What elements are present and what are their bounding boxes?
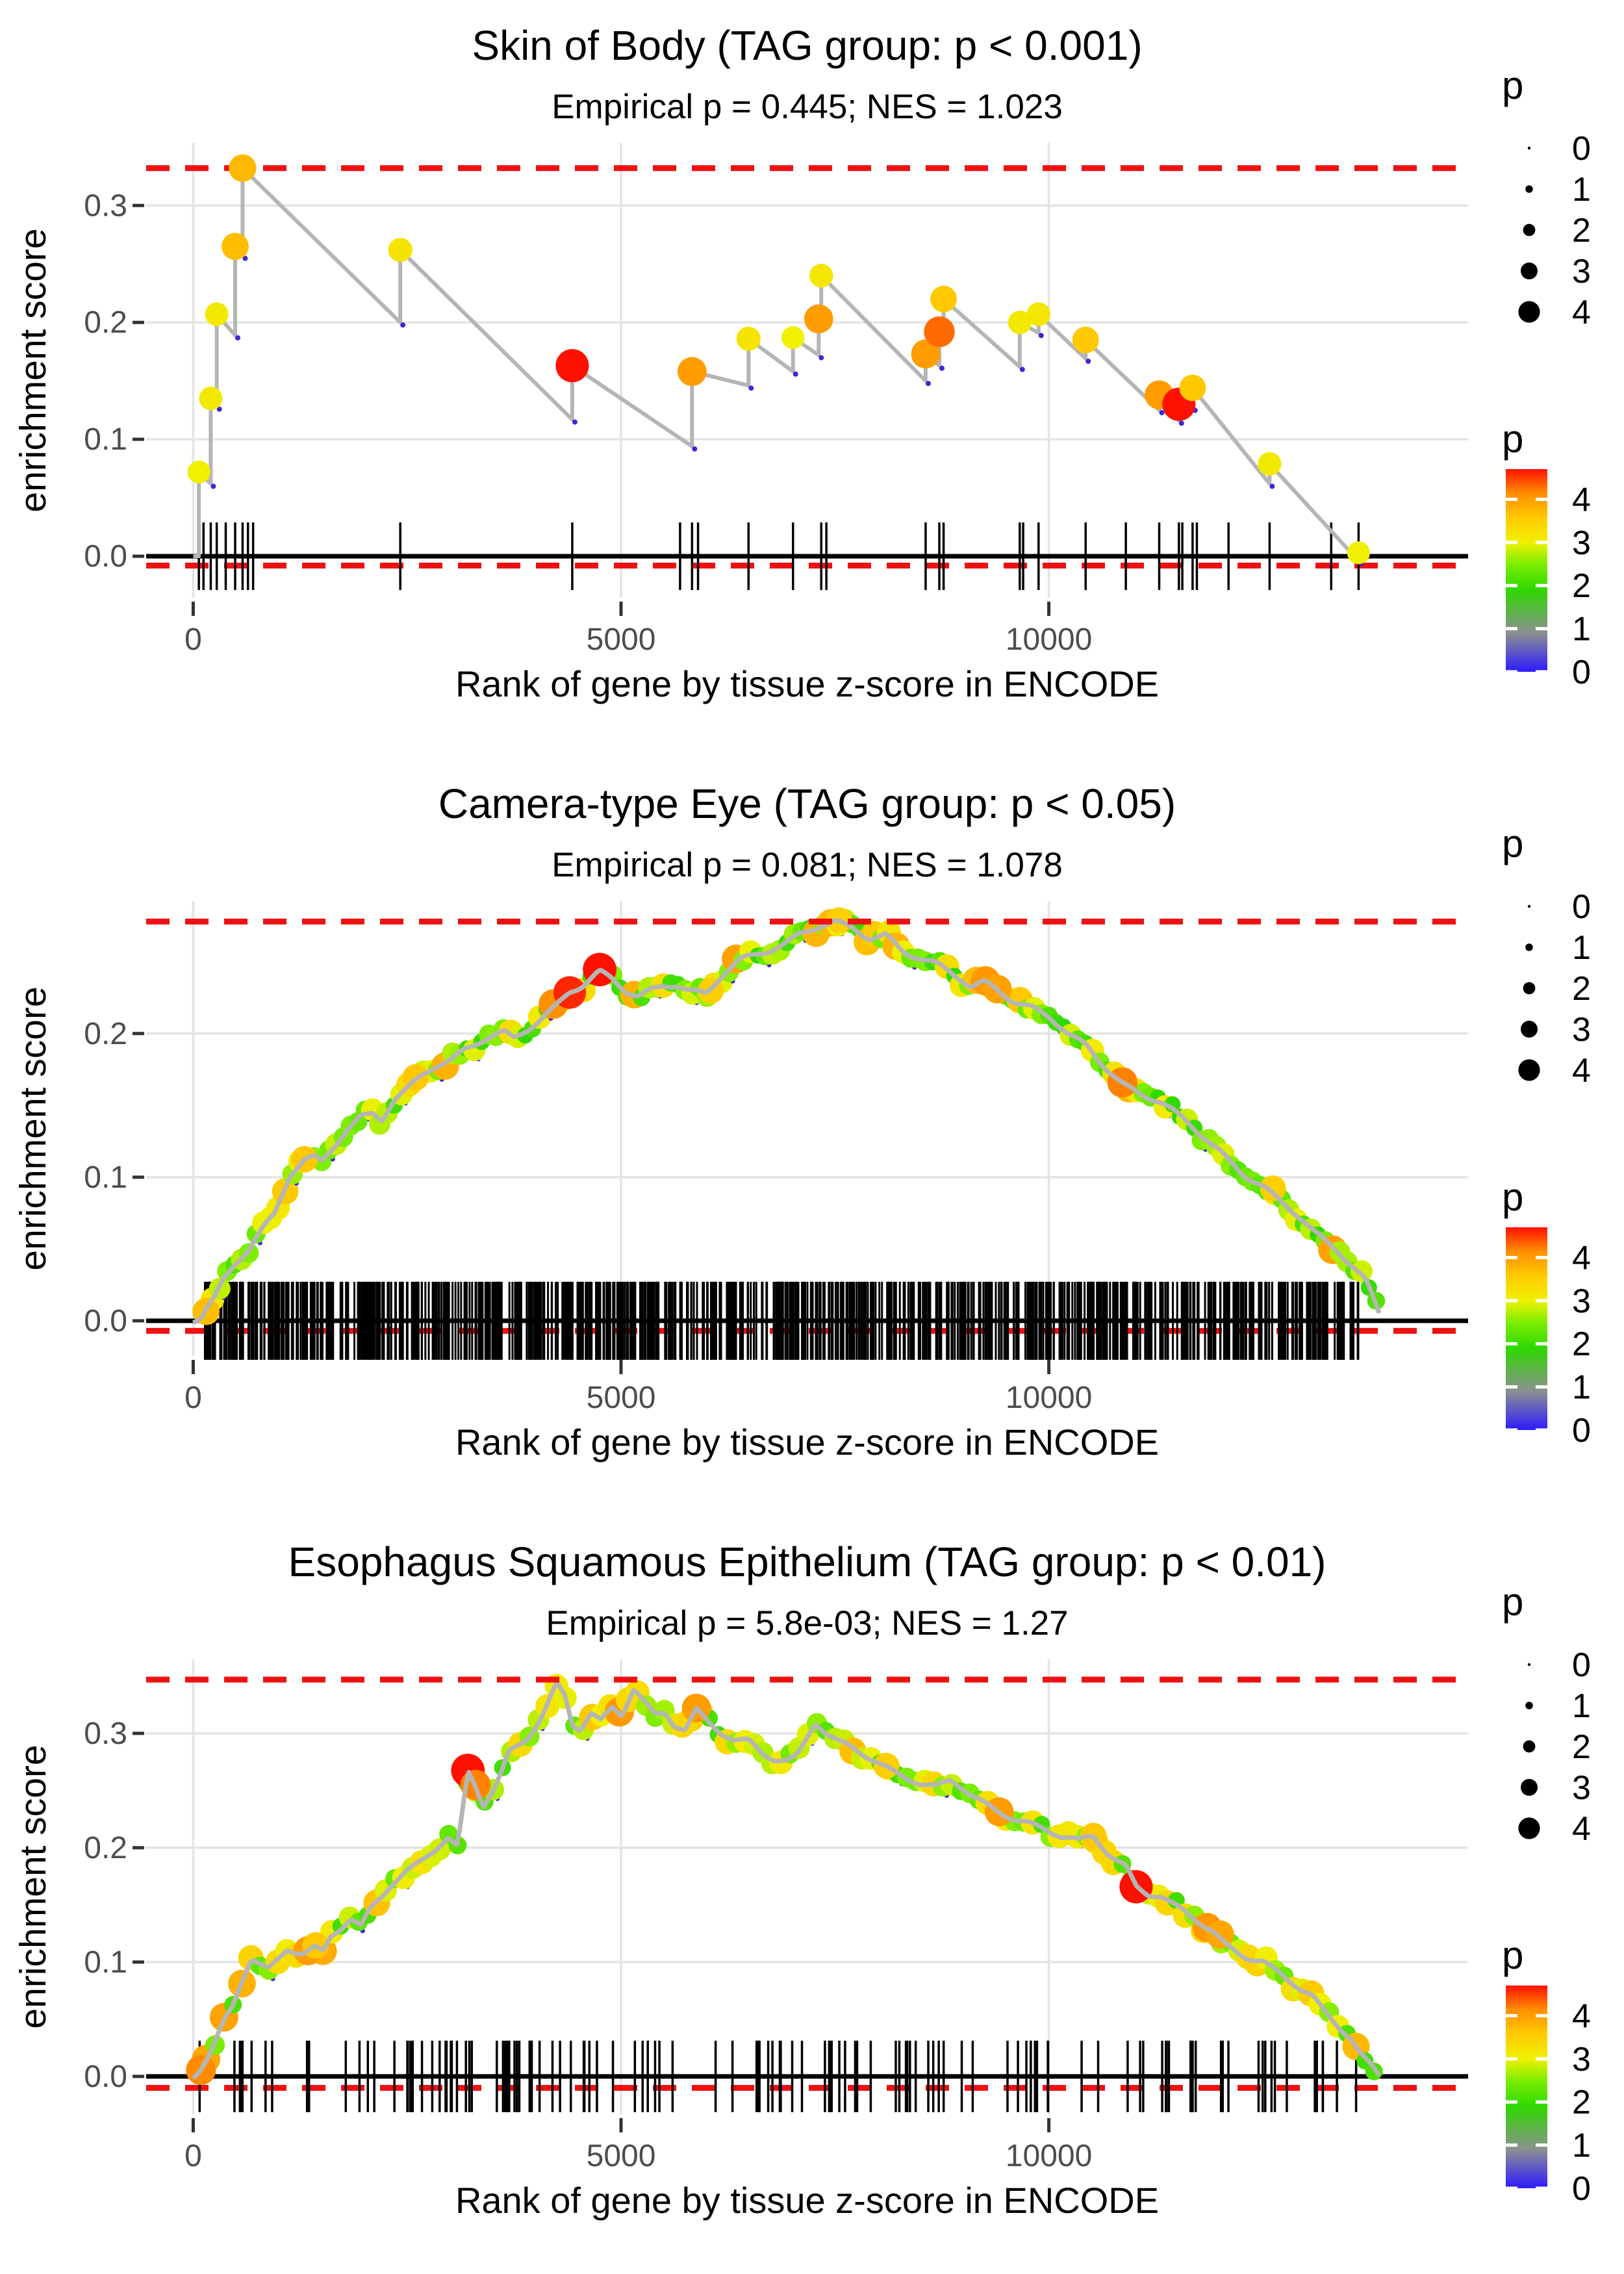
valley-dot — [1020, 367, 1025, 372]
size-legend-label: 0 — [1572, 130, 1591, 168]
marker-point — [930, 286, 957, 313]
color-legend-label: 2 — [1572, 567, 1591, 606]
valley-dot — [1160, 410, 1165, 415]
panel-title: Camera-type Eye (TAG group: p < 0.05) — [438, 780, 1176, 827]
x-axis-label: Rank of gene by tissue z-score in ENCODE — [455, 1422, 1160, 1463]
size-legend-label: 1 — [1572, 1687, 1591, 1725]
size-legend-dot — [1525, 1702, 1533, 1709]
color-legend-label: 2 — [1572, 2084, 1591, 2122]
color-legend-label: 4 — [1572, 1239, 1591, 1277]
marker-point — [1351, 1260, 1373, 1283]
size-legend-label: 0 — [1572, 888, 1591, 926]
y-tick-label: 0.1 — [84, 1160, 127, 1195]
color-legend-label: 1 — [1572, 610, 1591, 648]
marker-point — [388, 238, 412, 262]
size-legend-label: 4 — [1572, 1052, 1591, 1090]
size-legend-dot — [1528, 1663, 1530, 1666]
marker-point — [678, 357, 707, 386]
marker-point — [222, 233, 249, 260]
size-legend-label: 3 — [1572, 1011, 1591, 1049]
y-tick-label: 0.0 — [84, 539, 127, 574]
size-legend-dot — [1528, 147, 1530, 149]
color-legend-title: p — [1502, 1934, 1524, 1977]
valley-dot — [926, 381, 931, 386]
y-axis-label: enrichment score — [12, 986, 54, 1271]
y-axis-label: enrichment score — [12, 1744, 54, 2029]
size-legend-dot — [1518, 301, 1540, 322]
size-legend-label: 0 — [1572, 1646, 1591, 1684]
valley-dot — [572, 420, 577, 425]
size-legend-dot — [1518, 1059, 1540, 1080]
size-legend-label: 3 — [1572, 1769, 1591, 1807]
valley-dot — [692, 446, 697, 452]
color-legend-label: 2 — [1572, 1325, 1591, 1364]
color-legend-label: 4 — [1572, 481, 1591, 519]
x-tick-label: 0 — [184, 2139, 202, 2173]
marker-point — [809, 264, 833, 288]
marker-point — [1347, 541, 1370, 564]
size-legend-label: 4 — [1572, 1810, 1591, 1848]
size-legend-dot — [1525, 185, 1533, 193]
color-legend-title: p — [1502, 417, 1524, 461]
valley-dot — [1039, 333, 1044, 338]
valley-dot — [210, 484, 216, 489]
y-axis-label: enrichment score — [12, 228, 54, 513]
panel-subtitle: Empirical p = 5.8e-03; NES = 1.27 — [546, 1604, 1069, 1642]
color-legend-title: p — [1502, 1175, 1524, 1219]
marker-point — [924, 316, 954, 347]
y-tick-label: 0.3 — [84, 188, 127, 224]
x-tick-label: 5000 — [586, 1381, 656, 1415]
color-legend-label: 0 — [1572, 654, 1591, 691]
size-legend-title: p — [1502, 822, 1524, 865]
panel-subtitle: Empirical p = 0.081; NES = 1.078 — [552, 846, 1063, 884]
y-tick-label: 0.2 — [84, 1830, 127, 1865]
size-legend-dot — [1518, 1817, 1540, 1839]
y-tick-label: 0.1 — [84, 1945, 127, 1980]
y-tick-label: 0.2 — [84, 1016, 127, 1051]
panel-title: Skin of Body (TAG group: p < 0.001) — [472, 22, 1143, 69]
color-legend-label: 1 — [1572, 2127, 1591, 2165]
size-legend-dot — [1523, 1741, 1536, 1753]
color-legend-label: 1 — [1572, 1368, 1591, 1407]
size-legend-label: 2 — [1572, 970, 1591, 1008]
valley-dot — [793, 372, 798, 377]
marker-point — [1072, 327, 1099, 353]
size-legend-label: 2 — [1572, 1728, 1591, 1766]
color-legend-label: 3 — [1572, 524, 1591, 562]
x-axis-label: Rank of gene by tissue z-score in ENCODE — [455, 663, 1160, 704]
valley-dot — [818, 355, 824, 361]
y-tick-label: 0.0 — [84, 1303, 127, 1338]
y-tick-label: 0.3 — [84, 1716, 127, 1751]
y-tick-label: 0.0 — [84, 2059, 127, 2094]
size-legend-label: 2 — [1572, 212, 1591, 249]
marker-point — [229, 155, 256, 182]
size-legend-label: 4 — [1572, 294, 1591, 331]
x-tick-label: 5000 — [586, 622, 656, 657]
size-legend-title: p — [1502, 64, 1524, 107]
x-tick-label: 10000 — [1005, 622, 1093, 657]
marker-point — [737, 327, 761, 351]
x-tick-label: 10000 — [1005, 2139, 1093, 2173]
valley-dot — [1179, 420, 1184, 426]
size-legend-title: p — [1502, 1580, 1524, 1624]
x-tick-label: 0 — [184, 622, 202, 657]
color-legend-label: 3 — [1572, 2040, 1591, 2078]
color-legend-label: 4 — [1572, 1997, 1591, 2036]
marker-point — [205, 303, 229, 326]
marker-point — [804, 305, 833, 334]
valley-dot — [400, 322, 405, 327]
size-legend-dot — [1523, 224, 1536, 236]
color-legend-label: 3 — [1572, 1282, 1591, 1320]
size-legend-dot — [1521, 1779, 1538, 1796]
y-tick-label: 0.2 — [84, 305, 127, 340]
panel-title: Esophagus Squamous Epithelium (TAG group: p < 0.01) — [288, 1539, 1326, 1585]
color-legend-label: 0 — [1572, 2170, 1591, 2208]
valley-dot — [235, 335, 240, 340]
size-legend-dot — [1521, 262, 1538, 279]
size-legend-dot — [1523, 982, 1536, 995]
panel-subtitle: Empirical p = 0.445; NES = 1.023 — [552, 88, 1063, 126]
marker-point — [188, 461, 210, 483]
marker-point — [1026, 302, 1050, 326]
size-legend-dot — [1528, 905, 1530, 908]
x-axis-label: Rank of gene by tissue z-score in ENCODE — [455, 2180, 1160, 2221]
valley-dot — [939, 366, 945, 371]
marker-point — [555, 349, 589, 382]
x-tick-label: 10000 — [1005, 1381, 1093, 1415]
valley-dot — [1085, 359, 1091, 364]
marker-point — [1179, 375, 1206, 402]
size-legend-dot — [1521, 1021, 1538, 1038]
marker-point — [781, 326, 804, 349]
color-legend-label: 0 — [1572, 1412, 1591, 1450]
x-tick-label: 5000 — [586, 2139, 656, 2173]
valley-dot — [1269, 484, 1275, 489]
marker-point — [199, 387, 222, 410]
size-legend-dot — [1525, 943, 1533, 951]
x-tick-label: 0 — [184, 1381, 202, 1415]
y-tick-label: 0.1 — [84, 422, 127, 457]
size-legend-label: 3 — [1572, 253, 1591, 290]
marker-point — [1258, 452, 1281, 476]
size-legend-label: 1 — [1572, 929, 1591, 967]
size-legend-label: 1 — [1572, 171, 1591, 209]
valley-dot — [748, 385, 754, 390]
